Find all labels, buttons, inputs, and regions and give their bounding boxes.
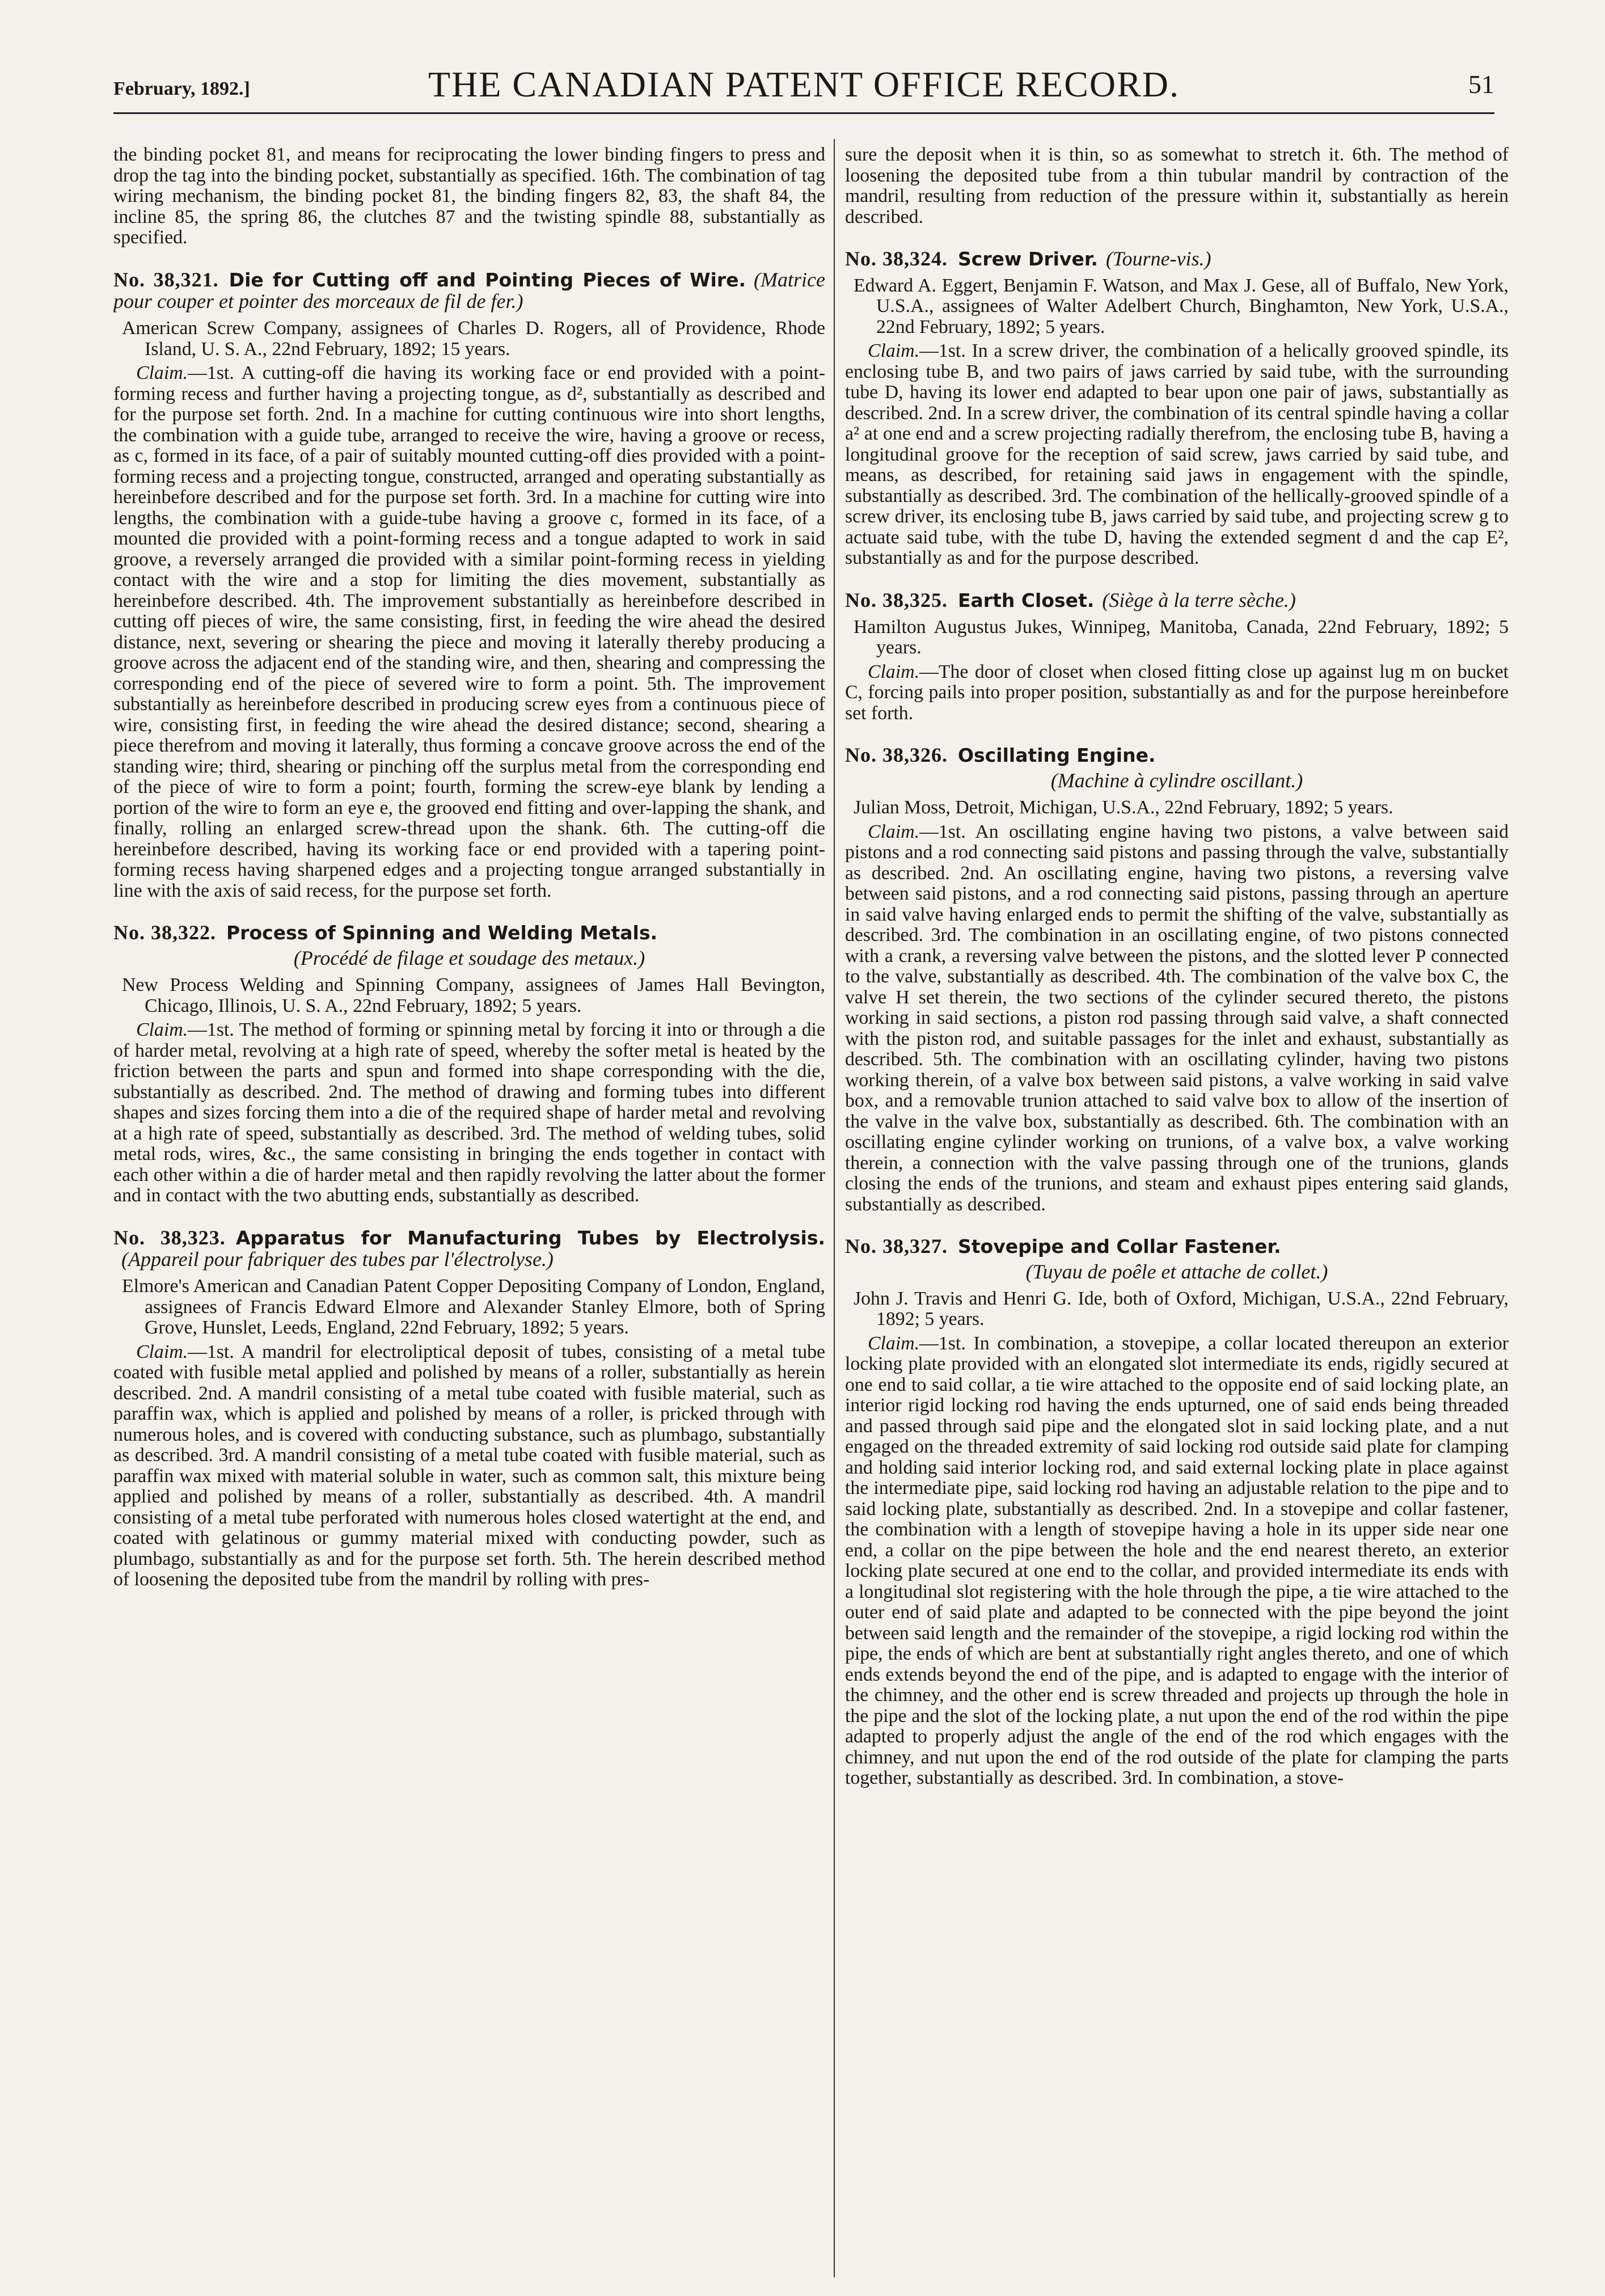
page-header xyxy=(113,50,1494,114)
patent-number: No. 38,327. xyxy=(845,1235,948,1257)
entry-heading xyxy=(113,1227,825,1271)
claim xyxy=(845,1333,1509,1789)
french-title: (Tourne-vis.) xyxy=(1105,247,1211,270)
applicant: John J. Travis and Henri G. Ide, both of Oxford, Michigan, U.S.A., 22nd February, 1892; 5 years. xyxy=(854,1288,1509,1330)
french-title: (Machine à cylindre oscillant.) xyxy=(1050,769,1303,792)
french-title: (Matrice pour couper et pointer des morceaux de fil de fer.) xyxy=(113,268,825,313)
entry-heading xyxy=(845,248,1509,270)
left-column xyxy=(113,145,825,2277)
patent-entry xyxy=(845,1235,1509,1789)
patent-number: No. 38,326. xyxy=(845,744,948,767)
patent-title: Apparatus for Manufacturing Tubes by Electrolysis. xyxy=(235,1226,825,1249)
claim-text: —1st. In a screw driver, the combination of a helically grooved spindle, its enclosing tube B, and two pairs of jaws carried by said tube, with the surrounding tube D, having its lower end adapted to bear upon one pair of jaws, substantially as described. 2nd. In a screw driver, the combination of its central spindle having a collar a² at one end and a screw projecting radially therefrom, the enclosing tube B, having a longitudinal groove for the reception of said screw, jaws carried by said tube, and means, as described, for retaining said jaws in engagement with the spindle, substantially as described. 3rd. The combination of the hellically-grooved spindle of a screw driver, its enclosing tube B, jaws carried by said tube, and projecting screw g to actuate said tube, with the tube D, having the extended segment d and the cap E², substantially as and for the purpose described. xyxy=(845,340,1509,569)
claim-label: Claim. xyxy=(868,340,920,362)
header-date: February, 1892.] xyxy=(113,78,250,99)
column-divider xyxy=(834,139,835,2277)
claim xyxy=(113,363,825,901)
claim xyxy=(845,822,1509,1215)
patent-number: No. 38,325. xyxy=(845,588,948,611)
claim-text: —1st. The method of forming or spinning metal by forcing it into or through a die of harder metal, revolving at a high rate of speed, whereby the softer metal is heated by the friction between the parts and spun and formed into shape corresponding with the die, substantially as described. 2nd. The method of drawing and forming tubes into different shapes and sizes forcing them into a die of the required shape of harder metal and revolving at a high rate of speed, substantially as described. 3rd. The method of welding tubes, solid metal rods, wires, &c., the same consisting in bringing the ends together in contact with each other within a die of harder metal and then rapidly revolving the latter about the former and in contact with the two abutting ends, substantially as described. xyxy=(113,1019,825,1206)
patent-entry xyxy=(113,1227,825,1590)
patent-title: Screw Driver. xyxy=(958,248,1098,270)
applicant: New Process Welding and Spinning Company, assignees of James Hall Bevington, Chicago, Illinois, U. S. A., 22nd February, 1892; 5 years. xyxy=(122,974,825,1016)
claim-label: Claim. xyxy=(868,821,920,842)
entry-heading xyxy=(113,922,825,969)
patent-number: No. 38,323. xyxy=(113,1226,226,1249)
right-column xyxy=(845,145,1509,2277)
patent-entry xyxy=(845,589,1509,724)
french-title: (Siège à la terre sèche.) xyxy=(1102,588,1296,611)
continuation-text: sure the deposit when it is thin, so as somewhat to stretch it. 6th. The method of loosening the deposited tube from a thin tubular mandril by contraction of the mandril, resulting from reduction of the pressure within it, substantially as herein described. xyxy=(845,145,1509,227)
applicant: Hamilton Augustus Jukes, Winnipeg, Manitoba, Canada, 22nd February, 1892; 5 years. xyxy=(854,616,1509,659)
claim-label: Claim. xyxy=(868,1332,920,1354)
claim-text: —1st. A cutting-off die having its working face or end provided with a point-forming recess and further having a projecting tongue, as d², substantially as described and for the purpose set forth. 2nd. In a machine for cutting continuous wire into short lengths, the combination with a guide tube, arranged to receive the wire, having a groove or recess, as c, formed in its face, of a pair of suitably mounted cutting-off dies provided with a point-forming recess and a projecting tongue, constructed, arranged and operating substantially as hereinbefore described and for the purpose set forth. 3rd. In a machine for cutting wire into lengths, the combination with a guide-tube having a groove c, formed in its face, of a mounted die provided with a point-forming recess and a tongue adapted to work in said groove, a reversely arranged die provided with a similar point-forming recess in yielding contact with the wire and a stop for limiting the dies movement, substantially as hereinbefore described. 4th. The improvement substantially as hereinbefore described in cutting off pieces of wire, the same consisting, first, in feeding the wire ahead the desired distance, next, severing or shearing the piece and moving it laterally thereby producing a groove across the adjacent end of the standing wire, and then, shearing and compressing the corresponding end of the piece of severed wire to form a point. 5th. The improvement substantially as hereinbefore described in producing screw eyes from a continuous piece of wire, consisting first, in feeding the wire ahead the desired distance; second, shearing a piece therefrom and moving it laterally, thus forming a concave groove across the end of the standing wire; third, shearing or pinching off the surplus metal from the corresponding end of the piece of wire to form a point; fourth, forming the screw-eye blank by lending a portion of the wire to form an eye e, the grooved end fitting and over-lapping the shank, and finally, rolling an enlarged screw-thread upon the shank. 6th. The cutting-off die hereinbefore described, having its working face or end provided with a tapering point-forming recess having sharpened edges and a projecting tongue arranged substantially in line with the axis of said recess, for the purpose set forth. xyxy=(113,362,825,901)
patent-title: Die for Cutting off and Pointing Pieces of Wire. xyxy=(229,268,746,291)
entry-heading xyxy=(845,1235,1509,1283)
patent-title: Oscillating Engine. xyxy=(958,744,1156,767)
claim xyxy=(113,1342,825,1590)
applicant: Edward A. Eggert, Benjamin F. Watson, and Max J. Gese, all of Buffalo, New York, U.S.A., assignees of Walter Adelbert Church, Binghamton, New York, U.S.A., 22nd February, 1892; 5 years. xyxy=(854,275,1509,337)
claim xyxy=(113,1020,825,1206)
patent-entry xyxy=(113,922,825,1206)
claim-label: Claim. xyxy=(136,362,188,384)
claim xyxy=(845,662,1509,724)
patent-title: Stovepipe and Collar Fastener. xyxy=(958,1235,1281,1257)
header-title: THE CANADIAN PATENT OFFICE RECORD. xyxy=(428,64,1180,104)
french-title: (Appareil pour fabriquer des tubes par l'électrolyse.) xyxy=(121,1248,554,1271)
entry-heading xyxy=(845,589,1509,611)
entry-heading xyxy=(845,744,1509,792)
claim-label: Claim. xyxy=(136,1341,188,1362)
applicant: Julian Moss, Detroit, Michigan, U.S.A., 22nd February, 1892; 5 years. xyxy=(854,797,1393,818)
patent-entry xyxy=(113,269,825,902)
patent-number: No. 38,324. xyxy=(845,247,948,270)
page-number: 51 xyxy=(1468,70,1494,99)
continuation-text: the binding pocket 81, and means for reciprocating the lower binding fingers to press and drop the tag into the binding pocket, substantially as specified. 16th. The combination of tag wiring mechanism, the binding pocket 81, the binding fingers 82, 83, the shaft 84, the incline 85, the spring 86, the clutches 87 and the twisting spindle 88, substantially as specified. xyxy=(113,145,825,248)
french-title: (Procédé de filage et soudage des metaux.) xyxy=(293,947,645,970)
claim-label: Claim. xyxy=(868,661,920,682)
patent-entry xyxy=(845,744,1509,1215)
claim xyxy=(845,341,1509,569)
claim-text: —1st. An oscillating engine having two pistons, a valve between said pistons and a rod connecting said pistons and passing through the valve, substantially as described. 2nd. An oscillating engine, having two pistons, a reversing valve between said pistons, and a rod connecting said pistons, passing through an aperture in said valve having enlarged ends to permit the shifting of the valve, substantially as described. 3rd. The combination in an oscillating engine, of two pistons connected with a crank, a reversing valve between the pistons, and the slotted lever P connected to the valve, substantially as described. 4th. The combination of the valve box C, the valve H set therein, the two sections of the cylinder secured thereto, the pistons working in said sections, a piston rod passing through said valve, a shaft connected with the piston rod, and suitable passages for the inlet and exhaust, substantially as described. 5th. The combination with an oscillating cylinder, having two pistons working therein, of a valve box between said pistons, a valve working in said valve box, and a removable trunion attached to said valve box to allow of the insertion of the valve in the valve box, substantially as described. 6th. The combination with an oscillating engine cylinder working on trunions, of a valve box, a valve working therein, a connection with the valve passing through one of the trunions, glands closing the ends of the trunions, and steam and exhaust pipes entering said glands, substantially as described. xyxy=(845,821,1509,1215)
patent-title: Process of Spinning and Welding Metals. xyxy=(226,922,658,944)
claim-text: —1st. A mandril for electroliptical deposit of tubes, consisting of a metal tube coated with fusible metal applied and polished by means of a roller, substantially as herein described. 2nd. A mandril consisting of a metal tube coated with fusible material, such as paraffin wax, which is applied and polished by means of a roller, is pricked through with numerous holes, and is covered with conducting substance, such as plumbago, substantially as described. 3rd. A mandril consisting of a metal tube coated with fusible material, such as paraffin wax mixed with material soluble in water, such as common salt, this mixture being applied and polished by means of a roller, substantially as described. 4th. A mandril consisting of a metal tube perforated with numerous holes closed watertight at the end, and coated with gelatinous or gummy material mixed with conducting powder, such as plumbago, substantially as and for the purpose set forth. 5th. The herein described method of loosening the deposited tube from the mandril by rolling with pres- xyxy=(113,1341,825,1590)
french-title: (Tuyau de poêle et attache de collet.) xyxy=(1025,1260,1328,1283)
entry-heading xyxy=(113,269,825,313)
claim-label: Claim. xyxy=(136,1019,188,1040)
patent-number: No. 38,321. xyxy=(113,268,219,291)
patent-number: No. 38,322. xyxy=(113,921,216,944)
applicant: American Screw Company, assignees of Charles D. Rogers, all of Providence, Rhode Island, U. S. A., 22nd February, 1892; 15 years. xyxy=(122,318,825,360)
patent-entry xyxy=(845,248,1509,569)
applicant: Elmore's American and Canadian Patent Copper Depositing Company of London, England, assignees of Francis Edward Elmore and Alexander Stanley Elmore, both of Spring Grove, Hunslet, Leeds, England, 22nd February, 1892; 5 years. xyxy=(122,1276,825,1339)
claim-text: —1st. In combination, a stovepipe, a collar located thereupon an exterior locking plate provided with an elongated slot intermediate its ends, rigidly secured at one end to said collar, a tie wire attached to the opposite end of said locking plate, an interior rigid locking rod having the ends upturned, one of said ends being threaded and passed through said pipe and the elongated slot in said locking plate, and a nut engaged on the threaded extremity of said locking rod outside said plate for clamping and holding said interior locking rod, and said external locking plate in place against the intermediate pipe, said locking rod having an adjustable relation to the pipe and to said locking plate, substantially as described. 2nd. In a stovepipe and collar fastener, the combination with a length of stovepipe having a hole in its upper side near one end, a collar on the pipe between the hole and the end nearest thereto, an exterior locking plate secured at one end to the collar, and provided intermediate its ends with a longitudinal slot registering with the hole through the pipe, a tie wire attached to the outer end of said plate and adapted to be connected with the pipe beyond the joint between said length and the remainder of the stovepipe, a rigid locking rod within the pipe, the ends of which are bent at substantially right angles thereto, and one of which ends extends beyond the end of the pipe, and is adapted to engage with the interior of the chimney, and the other end is screw threaded and projects up through the hole in the pipe and the slot of the locking plate, a nut upon the end of the rod within the pipe adapted to properly adjust the angle of the end of the rod which engages with the chimney, and nut upon the end of the rod outside of the plate for clamping the parts together, substantially as described. 3rd. In combination, a stove- xyxy=(845,1332,1509,1789)
claim-text: —The door of closet when closed fitting close up against lug m on bucket C, forcing pails into proper position, substantially as and for the purpose hereinbefore set forth. xyxy=(845,661,1509,724)
patent-title: Earth Closet. xyxy=(958,589,1095,611)
